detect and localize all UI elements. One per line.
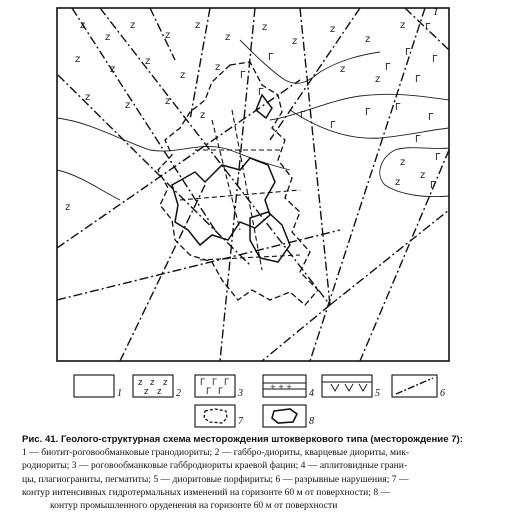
aplite-marks: + + +	[270, 383, 293, 391]
g-symbol: Г	[200, 378, 206, 388]
legend-num-8: 8	[309, 416, 314, 427]
g-symbol: Г	[240, 70, 246, 81]
g-symbol: Г	[432, 54, 438, 65]
z-symbol: z	[157, 387, 162, 397]
caption-line: родиориты; 3 — роговообманковые габбродиориты краевой фации; 4 — аплитовидные грани-	[22, 460, 408, 472]
legend-num-5: 5	[375, 388, 380, 399]
figure-caption	[22, 433, 502, 512]
z-symbol: z	[375, 74, 381, 85]
legend-num-6: 6	[440, 388, 445, 399]
z-symbol: z	[80, 20, 86, 31]
z-symbol: z	[400, 157, 406, 168]
z-symbol: z	[85, 92, 91, 103]
legend-num-3: 3	[238, 388, 243, 399]
z-symbol: z	[130, 20, 136, 31]
faults	[57, 8, 449, 361]
g-symbol: Г	[430, 180, 436, 191]
z-symbol: z	[195, 20, 201, 31]
z-symbol: z	[163, 378, 168, 388]
g-symbol: Г	[218, 387, 224, 397]
caption-title: Рис. 41. Геолого-структурная схема месторождения штокверкового типа (месторождение 7):	[22, 434, 463, 445]
legend	[74, 375, 437, 427]
z-symbol: z	[400, 20, 406, 31]
granodiorite-symbols	[65, 20, 425, 213]
legend-box-1	[74, 375, 114, 397]
g-symbol: Г	[405, 47, 411, 58]
g-symbol: Г	[224, 378, 230, 388]
g-symbol: Г	[385, 62, 391, 73]
map-frame	[57, 8, 449, 361]
corner-label: 1	[433, 6, 439, 18]
caption-line: цы, плагиограниты, пегматиты; 5 — диоритовые порфириты; 6 — разрывные нарушения; 7 —	[22, 473, 409, 485]
z-symbol: z	[225, 32, 231, 43]
legend-num-4: 4	[309, 388, 314, 399]
g-symbol: Г	[330, 120, 336, 131]
g-symbol: Г	[258, 87, 264, 98]
z-symbol: z	[180, 70, 186, 81]
legend-num-7: 7	[238, 416, 243, 427]
z-symbol: z	[144, 387, 149, 397]
legend-num-2: 2	[176, 388, 181, 399]
z-symbol: z	[330, 24, 336, 35]
caption-line: контур интенсивных гидротермальных изменений на горизонте 60 м от поверхности; 8 —	[22, 486, 391, 498]
z-symbol: z	[138, 378, 143, 388]
caption-line: контур промышленного оруденения на горизонте 60 м от поверхности	[50, 500, 338, 512]
caption-line: 1 — биотит-роговообманковые гранодиориты; 2 — габбро-диориты, кварцевые диориты, мик-	[22, 447, 410, 459]
z-symbol: z	[262, 22, 268, 33]
z-symbol: z	[125, 100, 131, 111]
g-symbol: Г	[425, 22, 431, 33]
g-symbol: Г	[300, 110, 306, 121]
legend-num-1: 1	[117, 388, 122, 399]
g-symbol: Г	[365, 107, 371, 118]
g-symbol: Г	[212, 378, 218, 388]
z-symbol: z	[200, 110, 206, 121]
z-symbol: z	[340, 64, 346, 75]
g-symbol: Г	[395, 102, 401, 113]
z-symbol: z	[150, 378, 155, 388]
z-symbol: z	[65, 202, 71, 213]
legend-box-6	[392, 375, 437, 397]
z-symbol: z	[395, 177, 401, 188]
g-symbol: Г	[428, 112, 434, 123]
g-symbol: Г	[435, 152, 441, 163]
g-symbol: Г	[415, 74, 421, 85]
ore-contours	[172, 95, 290, 262]
z-symbol: z	[365, 34, 371, 45]
legend-box-5	[322, 375, 372, 397]
g-symbol: Г	[415, 134, 421, 145]
z-symbol: z	[420, 170, 426, 181]
z-symbol: z	[292, 36, 298, 47]
legend-box-7	[195, 405, 235, 427]
z-symbol: z	[215, 62, 221, 73]
z-symbol: z	[165, 30, 171, 41]
g-symbol: Г	[268, 52, 274, 63]
z-symbol: z	[165, 96, 171, 107]
g-symbol: Г	[206, 387, 212, 397]
z-symbol: z	[110, 64, 116, 75]
legend-box-8	[263, 405, 306, 427]
z-symbol: z	[145, 56, 151, 67]
z-symbol: z	[105, 32, 111, 43]
z-symbol: z	[75, 54, 81, 65]
